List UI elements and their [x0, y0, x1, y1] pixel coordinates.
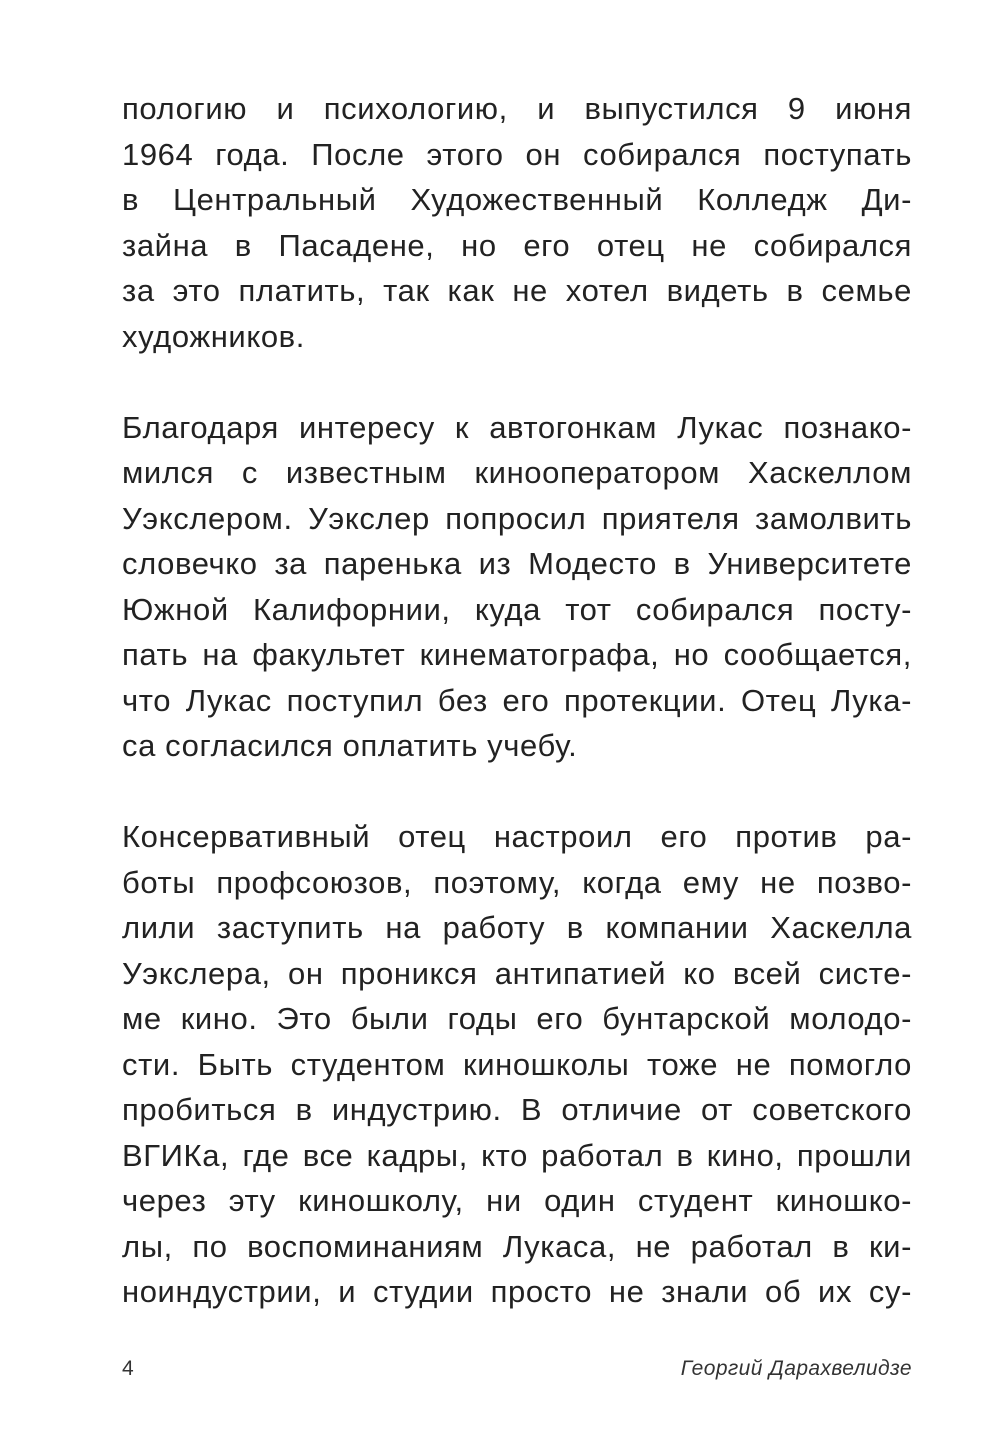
text-line: за это платить, так как не хотел видеть в семье: [122, 273, 912, 308]
text-line: са согласился оплатить учебу.: [122, 728, 578, 763]
text-line: лили заступить на работу в компании Хаскелла: [122, 910, 912, 945]
text-line: ВГИКа, где все кадры, кто работал в кино, прошли: [122, 1137, 912, 1173]
text-line: мился с известным кинооператором Хаскеллом: [122, 455, 912, 490]
text-line: боты профсоюзов, поэтому, когда ему не позво-: [122, 864, 912, 900]
paragraph-spacer: [122, 769, 912, 815]
text-line: Благодаря интересу к автогонкам Лукас познако-: [122, 409, 912, 445]
text-line: художников.: [122, 318, 305, 354]
running-footer-author: Георгий Дарахвелидзе: [680, 1357, 912, 1380]
text-line: что Лукас поступил без его протекции. Отец Лука-: [122, 682, 912, 718]
paragraph-2: [122, 405, 912, 769]
text-line: Уэкслером. Уэкслер попросил приятеля замолвить: [122, 500, 912, 536]
paragraph-3: [122, 814, 912, 1315]
text-line: пробиться в индустрию. В отличие от советского: [122, 1092, 912, 1127]
text-line: ме кино. Это были годы его бунтарской молодо-: [122, 1001, 912, 1036]
text-line: ноиндустрии, и студии просто не знали об их су-: [122, 1274, 912, 1309]
text-line: лы, по воспоминаниям Лукаса, не работал в ки-: [122, 1228, 912, 1264]
text-line: Южной Калифорнии, куда тот собирался посту-: [122, 591, 912, 627]
text-line: Консервативный отец настроил его против ра-: [122, 819, 912, 854]
text-line: сти. Быть студентом киношколы тоже не помогло: [122, 1046, 912, 1082]
text-line: словечко за паренька из Модесто в Университете: [122, 546, 912, 581]
page-footer: [122, 1354, 912, 1384]
page-body: [122, 86, 912, 1315]
text-line: в Центральный Художественный Колледж Ди-: [122, 182, 912, 217]
text-line: пологию и психологию, и выпустился 9 июня: [122, 91, 912, 126]
paragraph-spacer: [122, 359, 912, 405]
text-line: пать на факультет кинематографа, но сообщается,: [122, 637, 912, 672]
text-line: через эту киношколу, ни один студент киношко-: [122, 1183, 912, 1218]
text-line: 1964 года. После этого он собирался поступать: [122, 136, 912, 172]
paragraph-1: [122, 86, 912, 359]
text-line: зайна в Пасадене, но его отец не собирался: [122, 227, 912, 263]
page-number: 4: [122, 1357, 134, 1380]
text-line: Уэкслера, он проникся антипатией ко всей систе-: [122, 955, 912, 991]
